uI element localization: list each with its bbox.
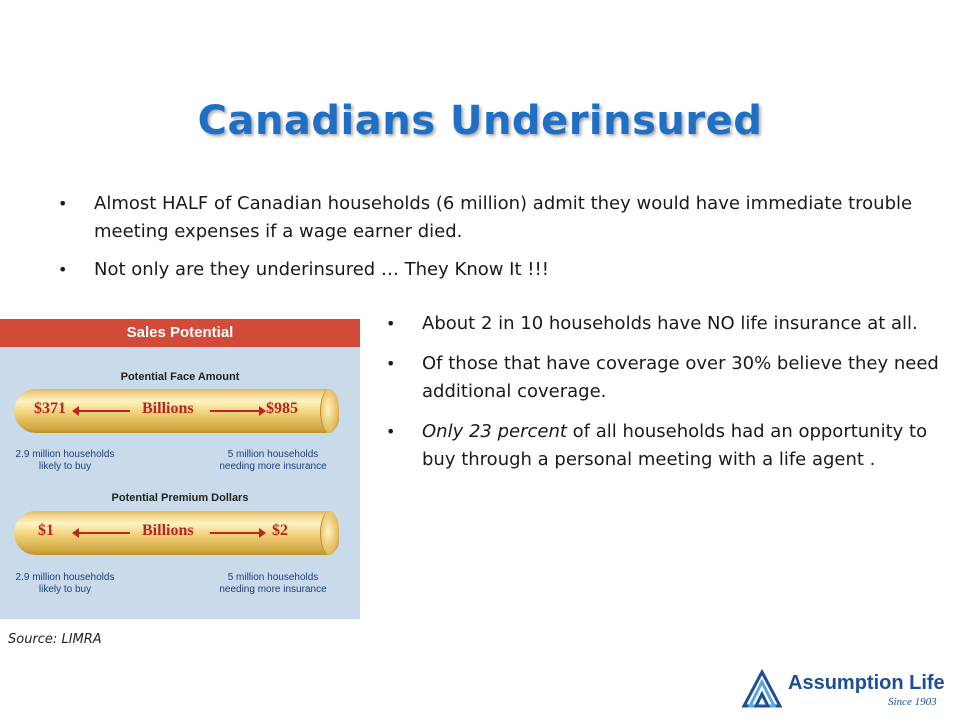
logo-name: Assumption Life (788, 672, 945, 694)
bullet-text: About 2 in 10 households have NO life insurance at all. (422, 313, 918, 334)
slide-title: Canadians Underinsured (197, 98, 763, 144)
caption-line: 2.9 million households (15, 572, 115, 583)
bullet-dot: • (386, 314, 396, 333)
pipe-end-cap (320, 511, 339, 555)
bullet-item (58, 256, 918, 284)
caption-line: 2.9 million households (15, 449, 115, 460)
premium-high-value: $2 (272, 522, 288, 539)
left-arrow-icon (78, 410, 130, 412)
premium-dollars-pipe (14, 511, 339, 555)
source-note: Source: LIMRA (8, 632, 102, 647)
face-amount-label: Potential Face Amount (120, 371, 240, 383)
caption-line: likely to buy (38, 461, 92, 472)
bullet-dot: • (386, 354, 396, 373)
premium-dollars-label: Potential Premium Dollars (111, 492, 249, 504)
premium-unit: Billions (142, 522, 194, 539)
premium-low-value: $1 (38, 522, 54, 539)
bullet-text: Of those that have coverage over 30% believe they need additional coverage. (422, 353, 939, 402)
bullet-text: Almost HALF of Canadian households (6 million) admit they would have immediate trouble meeting expenses if a wage earner died. (94, 193, 913, 242)
bullet-dot: • (58, 260, 68, 279)
sales-potential-heading: Sales Potential (0, 319, 360, 347)
top-bullet-list (58, 190, 918, 294)
premium-right-caption (208, 572, 338, 596)
caption-line: 5 million households (227, 572, 319, 583)
premium-left-caption (0, 572, 130, 596)
sales-potential-graphic (0, 319, 360, 619)
bullet-text: of all households had an opportunity to buy through a personal meeting with a life agent . (422, 421, 928, 470)
face-right-caption (208, 449, 338, 473)
bullet-dot: • (58, 194, 68, 213)
caption-line: likely to buy (38, 584, 92, 595)
bullet-emphasis: Only 23 percent (422, 421, 567, 442)
face-low-value: $371 (34, 400, 66, 417)
bullet-item (58, 190, 918, 246)
caption-line: needing more insurance (219, 584, 327, 595)
face-amount-pipe (14, 389, 339, 433)
caption-line: needing more insurance (219, 461, 327, 472)
right-bullet-list (386, 310, 946, 486)
right-arrow-icon (210, 532, 260, 534)
caption-line: 5 million households (227, 449, 319, 460)
assumption-life-logo (740, 668, 950, 712)
bullet-dot: • (386, 422, 396, 441)
bullet-item (386, 350, 946, 406)
logo-since: Since 1903 (888, 696, 937, 708)
right-arrow-icon (210, 410, 260, 412)
face-left-caption (0, 449, 130, 473)
pipe-end-cap (320, 389, 339, 433)
triangle-logo-icon (740, 668, 784, 708)
bullet-text: Not only are they underinsured … They Know It !!! (94, 259, 549, 280)
face-unit: Billions (142, 400, 194, 417)
left-arrow-icon (78, 532, 130, 534)
bullet-item (386, 310, 946, 338)
face-high-value: $985 (266, 400, 298, 417)
bullet-item (386, 418, 946, 474)
